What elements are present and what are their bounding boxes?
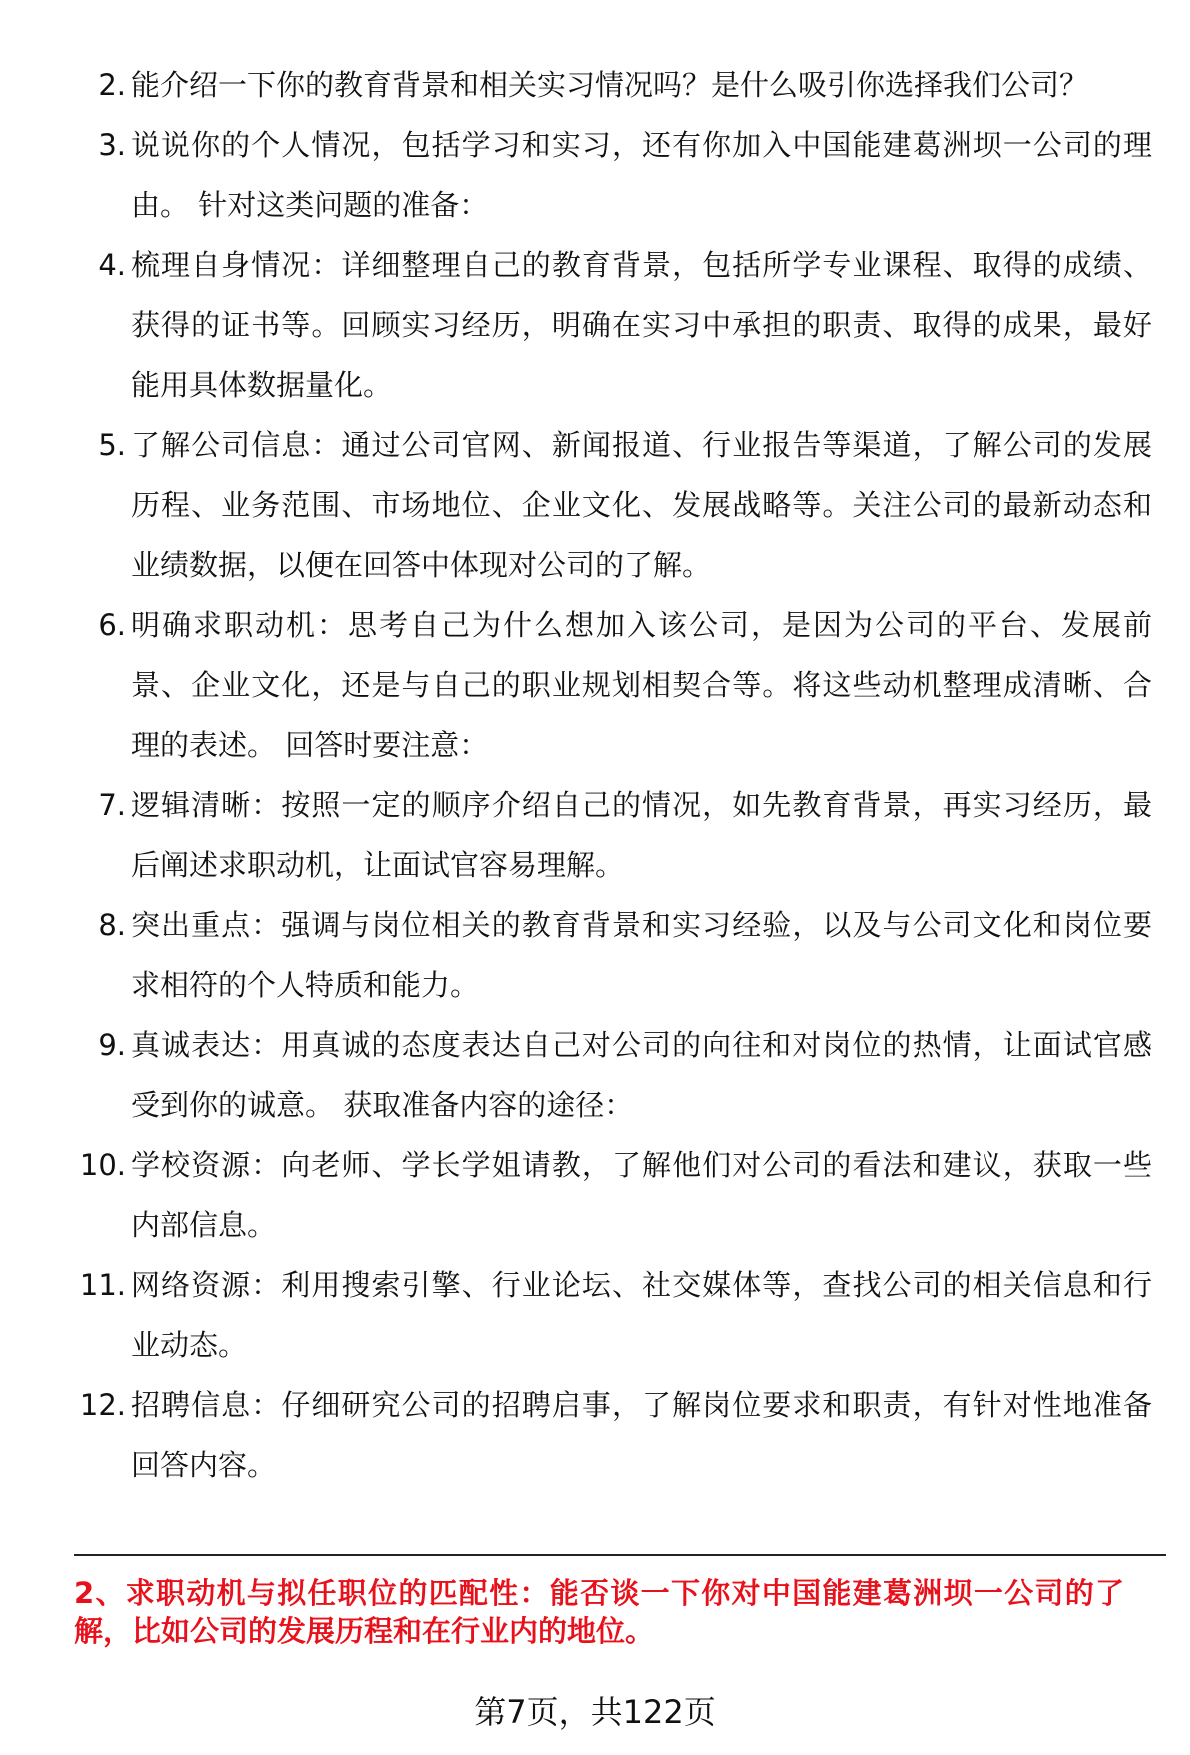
list-item-number: 5.: [98, 428, 126, 462]
list-item-number: 8.: [98, 908, 126, 942]
list-item: [0, 1255, 1190, 1375]
list-item: [0, 1015, 1190, 1135]
list-item-text-line: 学校资源：向老师、学长学姐请教，了解他们对公司的看法和建议，获取一些: [131, 1148, 1152, 1182]
list-item-text-line: 招聘信息：仔细研究公司的招聘启事，了解岗位要求和职责，有针对性地准备: [131, 1388, 1152, 1422]
list-item-number: 4.: [98, 248, 126, 282]
list-item-text-line: 获得的证书等。回顾实习经历，明确在实习中承担的职责、取得的成果，最好: [131, 308, 1152, 342]
list-item-number: 2.: [98, 68, 126, 102]
list-item-number: 3.: [98, 128, 126, 162]
list-item-text-line: 能介绍一下你的教育背景和相关实习情况吗？是什么吸引你选择我们公司？: [131, 68, 1089, 102]
list-item: [0, 235, 1190, 415]
section-heading-line: 2、求职动机与拟任职位的匹配性：能否谈一下你对中国能建葛洲坝一公司的了: [74, 1576, 1124, 1610]
list-item-text-line: 突出重点：强调与岗位相关的教育背景和实习经验，以及与公司文化和岗位要: [131, 908, 1152, 942]
list-item: [0, 1135, 1190, 1255]
list-item: [0, 895, 1190, 1015]
list-item: [0, 1375, 1190, 1495]
list-item-text-line: 回答内容。: [131, 1448, 277, 1482]
list-item: [0, 775, 1190, 895]
section-heading-line: 解，比如公司的发展历程和在行业内的地位。: [74, 1614, 655, 1648]
list-item-number: 6.: [98, 608, 126, 642]
list-item-number: 7.: [98, 788, 126, 822]
list-item-number: 11.: [79, 1268, 126, 1302]
list-item-number: 10.: [79, 1148, 126, 1182]
list-item-text-line: 求相符的个人特质和能力。: [131, 968, 480, 1002]
list-item-text-line: 网络资源：利用搜索引擎、行业论坛、社交媒体等，查找公司的相关信息和行: [131, 1268, 1152, 1302]
list-item-number: 9.: [98, 1028, 126, 1062]
list-item-text-line: 了解公司信息：通过公司官网、新闻报道、行业报告等渠道，了解公司的发展: [131, 428, 1152, 462]
list-item-text-line: 内部信息。: [131, 1208, 277, 1242]
list-item-text-line: 理的表述。 回答时要注意：: [131, 728, 489, 762]
list-item: [0, 115, 1190, 235]
list-item-text-line: 由。 针对这类问题的准备：: [131, 188, 489, 222]
numbered-list: [0, 55, 1190, 1495]
page-number: 第7页，共122页: [474, 1693, 716, 1731]
list-item-text-line: 业绩数据，以便在回答中体现对公司的了解。: [131, 548, 712, 582]
list-item-text-line: 业动态。: [131, 1328, 248, 1362]
section-heading: [74, 1574, 1124, 1650]
list-item-text-line: 逻辑清晰：按照一定的顺序介绍自己的情况，如先教育背景，再实习经历，最: [131, 788, 1152, 822]
list-item-text-line: 明确求职动机：思考自己为什么想加入该公司，是因为公司的平台、发展前: [131, 608, 1152, 642]
list-item: [0, 55, 1190, 115]
list-item-text-line: 后阐述求职动机，让面试官容易理解。: [131, 848, 625, 882]
list-item-text-line: 景、企业文化，还是与自己的职业规划相契合等。将这些动机整理成清晰、合: [131, 668, 1152, 702]
list-item-number: 12.: [79, 1388, 126, 1422]
list-item-text-line: 能用具体数据量化。: [131, 368, 393, 402]
list-item-text-line: 受到你的诚意。 获取准备内容的途径：: [131, 1088, 634, 1122]
list-item-text-line: 历程、业务范围、市场地位、企业文化、发展战略等。关注公司的最新动态和: [131, 488, 1152, 522]
section-divider: [74, 1554, 1166, 1556]
list-item: [0, 415, 1190, 595]
list-item-text-line: 说说你的个人情况，包括学习和实习，还有你加入中国能建葛洲坝一公司的理: [131, 128, 1152, 162]
list-item-text-line: 梳理自身情况：详细整理自己的教育背景，包括所学专业课程、取得的成绩、: [131, 248, 1152, 282]
list-item: [0, 595, 1190, 775]
list-item-text-line: 真诚表达：用真诚的态度表达自己对公司的向往和对岗位的热情，让面试官感: [131, 1028, 1152, 1062]
